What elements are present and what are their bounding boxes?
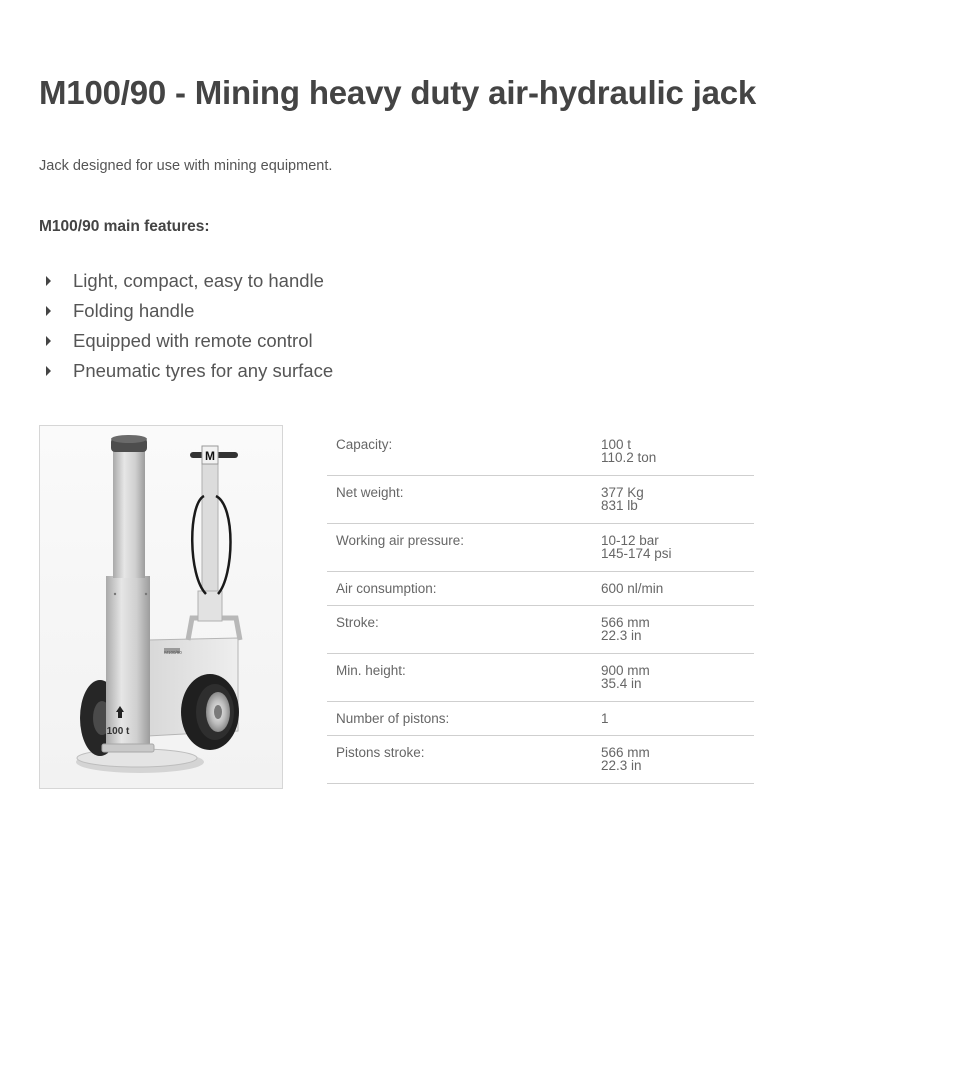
spec-label: Stroke: [327,606,592,654]
list-item [39,296,333,326]
caret-right-icon [46,276,51,286]
spec-value-imperial: 35.4 in [601,676,642,691]
jack-illustration [40,426,282,788]
spec-value [592,428,754,476]
spec-value-metric: 900 mm [601,663,650,678]
table-row [327,572,754,606]
table-row [327,702,754,736]
spec-value-imperial: 110.2 ton [601,450,657,465]
product-image[interactable] [39,425,283,789]
spec-value [592,606,754,654]
spec-value-metric: 1 [601,711,609,726]
handle-logo: M [205,449,215,463]
spec-label: Working air pressure: [327,524,592,572]
features-list [39,266,333,386]
spec-label: Net weight: [327,476,592,524]
list-item [39,266,333,296]
specs-table [327,428,754,784]
spec-value-imperial: 831 lb [601,498,638,513]
spec-value [592,572,754,606]
spec-label: Number of pistons: [327,702,592,736]
table-row [327,736,754,784]
spec-value-metric: 100 t [601,437,632,452]
page-title: M100/90 - Mining heavy duty air-hydraulic jack [39,74,757,111]
table-row [327,428,754,476]
spec-label: Min. height: [327,654,592,702]
spec-value [592,736,754,784]
spec-value-metric: 10-12 bar [601,533,659,548]
spec-value-imperial: 145-174 psi [601,546,672,561]
spec-value-metric: 377 Kg [601,485,644,500]
table-row [327,606,754,654]
spec-label: Capacity: [327,428,592,476]
spec-value [592,702,754,736]
feature-text: Equipped with remote control [73,330,313,351]
spec-label: Pistons stroke: [327,736,592,784]
caret-right-icon [46,336,51,346]
features-heading: M100/90 main features: [39,218,210,235]
caret-right-icon [46,366,51,376]
intro-text: Jack designed for use with mining equipment. [39,158,333,174]
spec-label: Air consumption: [327,572,592,606]
column-capacity-label: 100 t [106,726,130,737]
spec-value [592,654,754,702]
feature-text: Light, compact, easy to handle [73,270,324,291]
spec-value-metric: 600 nl/min [601,581,664,596]
spec-value [592,476,754,524]
spec-value-metric: 566 mm [601,745,650,760]
caret-right-icon [46,306,51,316]
table-row [327,476,754,524]
feature-text: Folding handle [73,300,195,321]
list-item [39,356,333,386]
list-item [39,326,333,356]
spec-value [592,524,754,572]
table-row [327,524,754,572]
spec-value-imperial: 22.3 in [601,628,642,643]
spec-value-imperial: 22.3 in [601,758,642,773]
body-plate-label: M100/90 [164,650,182,655]
spec-value-metric: 566 mm [601,615,650,630]
feature-text: Pneumatic tyres for any surface [73,360,334,381]
table-row [327,654,754,702]
